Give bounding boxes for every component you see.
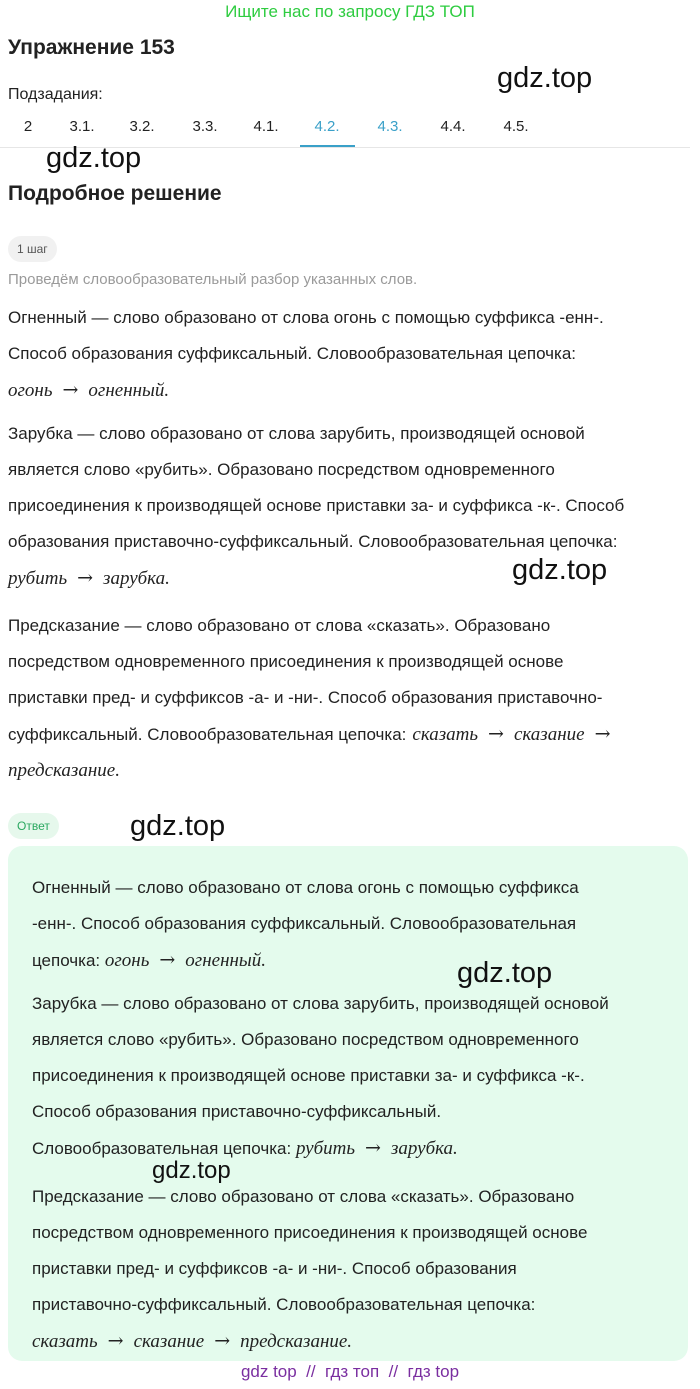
chain-word: зарубка. (390, 1138, 458, 1159)
chain-word: предсказание. (240, 1331, 353, 1352)
answer-line: Предсказание — слово образовано от слова «сказать». Образовано (32, 1187, 575, 1206)
arrow-icon: → (159, 949, 176, 971)
tab-4-4[interactable]: 4.4. (440, 118, 466, 135)
solution-line: Способ образования суффиксальный. Словообразовательная цепочка: (8, 344, 576, 363)
answer-line: приставки пред- и суффиксов -а- и -ни-. Способ образования (32, 1259, 517, 1278)
tab-4-1[interactable]: 4.1. (253, 118, 279, 135)
chain-word: сказать (412, 724, 479, 745)
watermark: gdz.top (512, 554, 608, 586)
answer-line: посредством одновременного присоединения к производящей основе (32, 1223, 588, 1242)
watermark: gdz.top (457, 957, 553, 989)
watermark: gdz.top (130, 810, 226, 842)
chain-word: рубить (8, 568, 68, 589)
step-note: Проведём словообразовательный разбор указанных слов. (8, 271, 418, 288)
solution-line (8, 716, 698, 753)
chain-word: огненный. (185, 950, 267, 971)
watermark: gdz.top (497, 62, 593, 94)
tab-3-3[interactable]: 3.3. (192, 118, 218, 135)
solution-line: посредством одновременного присоединения к производящей основе (8, 652, 564, 671)
watermark: gdz.top (46, 142, 142, 174)
answer-line (32, 1130, 692, 1167)
answer-line: Огненный — слово образовано от слова огонь с помощью суффикса (32, 878, 579, 897)
solution-line: присоединения к производящей основе приставки за- и суффикса -к-. Способ (8, 496, 625, 515)
subtasks-label: Подзадания: (8, 86, 103, 103)
answer-line-text: Словообразовательная цепочка: (32, 1139, 292, 1158)
answer-paragraph-3 (32, 1179, 672, 1360)
solution-line: является слово «рубить». Образовано посредством одновременного (8, 460, 555, 479)
solution-line-text: суффиксальный. Словообразовательная цепочка: (8, 725, 407, 744)
watermark: gdz.top (152, 1157, 231, 1184)
answer-line: Зарубка — слово образовано от слова зарубить, производящей основой (32, 994, 609, 1013)
exercise-title: Упражнение 153 (8, 36, 175, 59)
arrow-icon: → (365, 1137, 381, 1159)
arrow-icon: → (488, 723, 504, 745)
tab-3-1[interactable]: 3.1. (69, 118, 95, 135)
arrow-icon: → (214, 1330, 231, 1352)
answer-line-text: цепочка: (32, 951, 101, 970)
solution-line: Предсказание — слово образовано от слова «сказать». Образовано (8, 616, 551, 635)
chain-word: сказать (32, 1331, 98, 1352)
solution-line: Зарубка — слово образовано от слова зарубить, производящей основой (8, 424, 585, 443)
solution-paragraph-3 (8, 608, 698, 789)
tab-3-2[interactable]: 3.2. (129, 118, 155, 135)
tab-2[interactable]: 2 (23, 118, 33, 135)
arrow-icon: → (62, 379, 79, 401)
derivation-chain (8, 372, 692, 409)
solution-line: приставки пред- и суффиксов -а- и -ни-. Способ образования приставочно- (8, 688, 603, 707)
active-tab-indicator (300, 145, 355, 147)
solution-title: Подробное решение (8, 182, 222, 205)
answer-paragraph-2 (32, 986, 692, 1167)
tab-4-3[interactable]: 4.3. (377, 118, 403, 135)
arrow-icon: → (107, 1330, 124, 1352)
chain-word: огонь (8, 380, 53, 401)
arrow-icon: → (77, 567, 94, 589)
chain-word: сказание (133, 1331, 205, 1352)
answer-line: приставочно-суффиксальный. Словообразовательная цепочка: (32, 1295, 536, 1314)
arrow-icon: → (594, 723, 611, 745)
derivation-chain (32, 1323, 672, 1360)
chain-word: зарубка. (103, 568, 170, 589)
tab-4-5[interactable]: 4.5. (503, 118, 529, 135)
chain-word: огненный. (88, 380, 170, 401)
answer-line: является слово «рубить». Образовано посредством одновременного (32, 1030, 579, 1049)
answer-line: присоединения к производящей основе приставки за- и суффикса -к-. (32, 1066, 585, 1085)
chain-word: огонь (104, 950, 150, 971)
top-banner: Ищите нас по запросу ГДЗ ТОП (225, 2, 475, 21)
chain-word: предсказание. (8, 760, 120, 781)
chain-word: сказание (513, 724, 585, 745)
chain-word: рубить (295, 1138, 356, 1159)
footer-links: gdz top // гдз топ // гдз top (240, 1362, 460, 1381)
answer-badge: Ответ (8, 813, 59, 839)
answer-line (32, 942, 672, 979)
solution-paragraph-1 (8, 300, 692, 409)
solution-line: образования приставочно-суффиксальный. Словообразовательная цепочка: (8, 532, 618, 551)
tab-4-2[interactable]: 4.2. (314, 118, 340, 135)
answer-line: Способ образования приставочно-суффиксальный. (32, 1102, 442, 1121)
answer-paragraph-1 (32, 870, 672, 979)
answer-line: -енн-. Способ образования суффиксальный. Словообразовательная (32, 914, 577, 933)
step-badge: 1 шаг (8, 236, 57, 262)
solution-line: Огненный — слово образовано от слова огонь с помощью суффикса -енн-. (8, 308, 604, 327)
